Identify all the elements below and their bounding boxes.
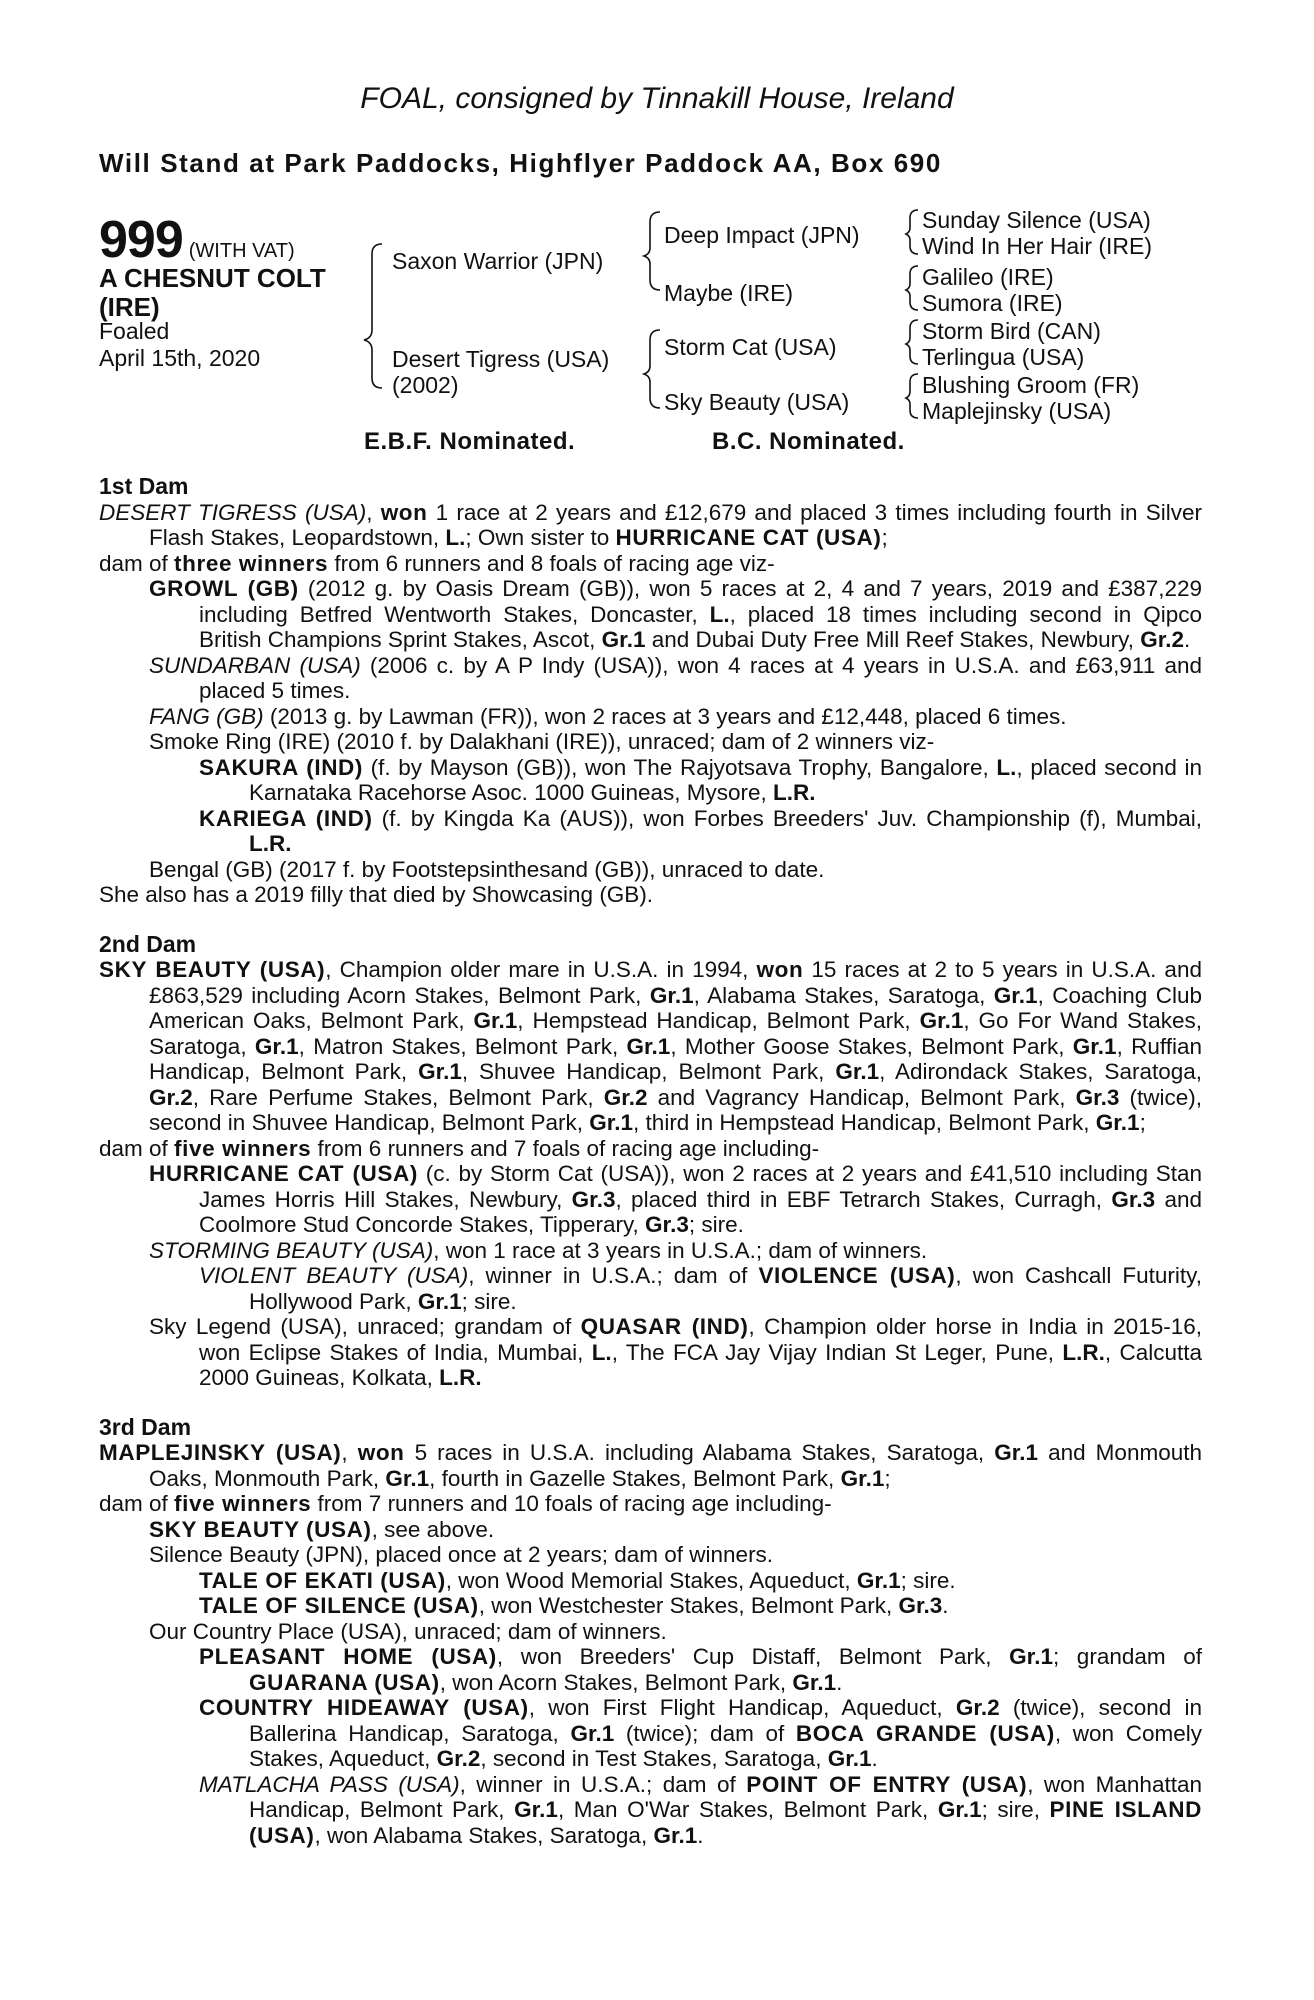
section-heading-2nd-dam: 2nd Dam xyxy=(99,930,197,957)
dam-year: (2002) xyxy=(392,372,459,398)
grandsire-4: Blushing Groom (FR) xyxy=(922,372,1140,398)
foaled-label: Foaled xyxy=(99,318,170,344)
section-heading-3rd-dam: 3rd Dam xyxy=(99,1413,192,1440)
dam-produce-summary: dam of three winners from 6 runners and 8 foals of racing age viz- xyxy=(99,550,775,576)
dam-entry: DESERT TIGRESS (USA), won 1 race at 2 years and £12,679 and placed 3 times including fourth in Silver Flash Stakes, Leopardstown, L.; Own sister to HURRICANE CAT (USA); xyxy=(99,499,1202,550)
dam-dam-name: Sky Beauty (USA) xyxy=(664,389,850,415)
granddam-4: Maplejinsky (USA) xyxy=(922,398,1112,424)
bc-nominated: B.C. Nominated. xyxy=(712,428,905,455)
vat-label: (WITH VAT) xyxy=(188,240,295,262)
grandsire-1: Sunday Silence (USA) xyxy=(922,207,1151,233)
section-heading-1st-dam: 1st Dam xyxy=(99,473,189,499)
granddam-1: Wind In Her Hair (IRE) xyxy=(922,233,1153,259)
produce-entry: TALE OF EKATI (USA), won Wood Memorial Stakes, Aqueduct, Gr.1; sire. xyxy=(199,1567,956,1593)
produce-entry: SAKURA (IND) (f. by Mayson (GB)), won The Rajyotsava Trophy, Bangalore, L., placed second in Karnataka Racehorse Asoc. 1000 Guineas, Mysore, L.R. xyxy=(199,754,1202,805)
second-dam-section xyxy=(99,932,1202,1391)
produce-entry: FANG (GB) (2013 g. by Lawman (FR)), won 2 races at 3 years and £12,448, placed 6 times. xyxy=(149,703,1067,729)
produce-entry: PLEASANT HOME (USA), won Breeders' Cup Distaff, Belmont Park, Gr.1; grandam of GUARANA (USA), won Acorn Stakes, Belmont Park, Gr.1. xyxy=(199,1644,1202,1695)
produce-entry: SKY BEAUTY (USA), see above. xyxy=(149,1516,495,1542)
produce-entry: STORMING BEAUTY (USA), won 1 race at 3 years in U.S.A.; dam of winners. xyxy=(149,1237,928,1263)
produce-entry: Silence Beauty (JPN), placed once at 2 years; dam of winners. xyxy=(149,1542,774,1567)
produce-entry: HURRICANE CAT (USA) (c. by Storm Cat (USA)), won 2 races at 2 years and £41,510 including Stan James Horris Hill Stakes, Newbury, Gr.3, placed third in EBF Tetrarch Stakes, Curragh, Gr.3 and Coolmore Stud Concorde Stakes, Tipperary, Gr.3; sire. xyxy=(149,1161,1202,1237)
produce-entry: Smoke Ring (IRE) (2010 f. by Dalakhani (IRE)), unraced; dam of 2 winners viz- xyxy=(149,729,935,754)
produce-entry: COUNTRY HIDEAWAY (USA), won First Flight Handicap, Aqueduct, Gr.2 (twice), second in Ballerina Handicap, Saratoga, Gr.1 (twice); dam of BOCA GRANDE (USA), won Comely Stakes, Aqueduct, Gr.2, second in Test Stakes, Saratoga, Gr.1. xyxy=(199,1695,1203,1771)
produce-entry: MATLACHA PASS (USA), winner in U.S.A.; dam of POINT OF ENTRY (USA), won Manhattan Handicap, Belmont Park, Gr.1, Man O'War Stakes, Belmont Park, Gr.1; sire, PINE ISLAND (USA), won Alabama Stakes, Saratoga, Gr.1. xyxy=(199,1771,1203,1848)
foaled-date: April 15th, 2020 xyxy=(99,345,261,371)
third-dam-section xyxy=(99,1415,1202,1849)
lot-number: 999 xyxy=(99,211,183,269)
sire-name: Saxon Warrior (JPN) xyxy=(392,248,604,274)
granddam-3: Terlingua (USA) xyxy=(922,344,1085,370)
dam-produce-summary: dam of five winners from 7 runners and 10 foals of racing age including- xyxy=(99,1491,832,1516)
ebf-nominated: E.B.F. Nominated. xyxy=(364,428,576,455)
produce-note: She also has a 2019 filly that died by Showcasing (GB). xyxy=(99,882,654,907)
produce-entry: Bengal (GB) (2017 f. by Footstepsinthesand (GB)), unraced to date. xyxy=(149,856,825,882)
grandsire-3: Storm Bird (CAN) xyxy=(922,318,1101,344)
stand-location: Will Stand at Park Paddocks, Highflyer Paddock AA, Box 690 xyxy=(99,148,942,178)
granddam-2: Sumora (IRE) xyxy=(922,290,1063,316)
lot-description: A CHESNUT COLT (IRE) xyxy=(99,263,326,322)
consignment-line: FOAL, consigned by Tinnakill House, Ireland xyxy=(360,82,954,115)
dam-produce-summary: dam of five winners from 6 runners and 7 foals of racing age including- xyxy=(99,1135,820,1161)
grandsire-2: Galileo (IRE) xyxy=(922,264,1054,290)
produce-entry: Our Country Place (USA), unraced; dam of winners. xyxy=(149,1618,667,1644)
produce-entry: KARIEGA (IND) (f. by Kingda Ka (AUS)), won Forbes Breeders' Juv. Championship (f), Mumbai, L.R. xyxy=(199,805,1202,856)
produce-entry: Sky Legend (USA), unraced; grandam of QUASAR (IND), Champion older horse in India in 2015-16, won Eclipse Stakes of India, Mumbai, L., The FCA Jay Vijay Indian St Leger, Pune, L.R., Calcutta 2000 Guineas, Kolkata, L.R. xyxy=(149,1314,1203,1390)
dam-name: Desert Tigress (USA) xyxy=(392,346,610,372)
sire-sire-name: Deep Impact (JPN) xyxy=(664,222,860,248)
produce-entry: GROWL (GB) (2012 g. by Oasis Dream (GB)), won 5 races at 2, 4 and 7 years, 2019 and £387,229 including Betfred Wentworth Stakes, Doncaster, L., placed 18 times including second in Qipco British Champions Sprint Stakes, Ascot, Gr.1 and Dubai Duty Free Mill Reef Stakes, Newbury, Gr.2. xyxy=(149,576,1202,652)
dam-sire-name: Storm Cat (USA) xyxy=(664,334,837,360)
produce-entry: TALE OF SILENCE (USA), won Westchester Stakes, Belmont Park, Gr.3. xyxy=(199,1593,949,1618)
produce-entry: VIOLENT BEAUTY (USA), winner in U.S.A.; dam of VIOLENCE (USA), won Cashcall Futurity, Hollywood Park, Gr.1; sire. xyxy=(199,1263,1202,1314)
dam-entry: SKY BEAUTY (USA), Champion older mare in U.S.A. in 1994, won 15 races at 2 to 5 years in U.S.A. and £863,529 including Acorn Stakes, Belmont Park, Gr.1, Alabama Stakes, Saratoga, Gr.1, Coaching Club American Oaks, Belmont Park, Gr.1, Hempstead Handicap, Belmont Park, Gr.1, Go For Wand Stakes, Saratoga, Gr.1, Matron Stakes, Belmont Park, Gr.1, Mother Goose Stakes, Belmont Park, Gr.1, Ruffian Handicap, Belmont Park, Gr.1, Shuvee Handicap, Belmont Park, Gr.1, Adirondack Stakes, Saratoga, Gr.2, Rare Perfume Stakes, Belmont Park, Gr.2 and Vagrancy Handicap, Belmont Park, Gr.3 (twice), second in Shuvee Handicap, Belmont Park, Gr.1, third in Hempstead Handicap, Belmont Park, Gr.1; xyxy=(99,957,1203,1135)
produce-entry: SUNDARBAN (USA) (2006 c. by A P Indy (USA)), won 4 races at 4 years in U.S.A. and £63,911 and placed 5 times. xyxy=(149,652,1202,703)
first-dam-section xyxy=(99,474,1202,908)
sire-dam-name: Maybe (IRE) xyxy=(664,280,794,306)
dam-entry: MAPLEJINSKY (USA), won 5 races in U.S.A. including Alabama Stakes, Saratoga, Gr.1 and Monmouth Oaks, Monmouth Park, Gr.1, fourth in Gazelle Stakes, Belmont Park, Gr.1; xyxy=(99,1440,1202,1491)
catalogue-body xyxy=(99,474,1202,1848)
